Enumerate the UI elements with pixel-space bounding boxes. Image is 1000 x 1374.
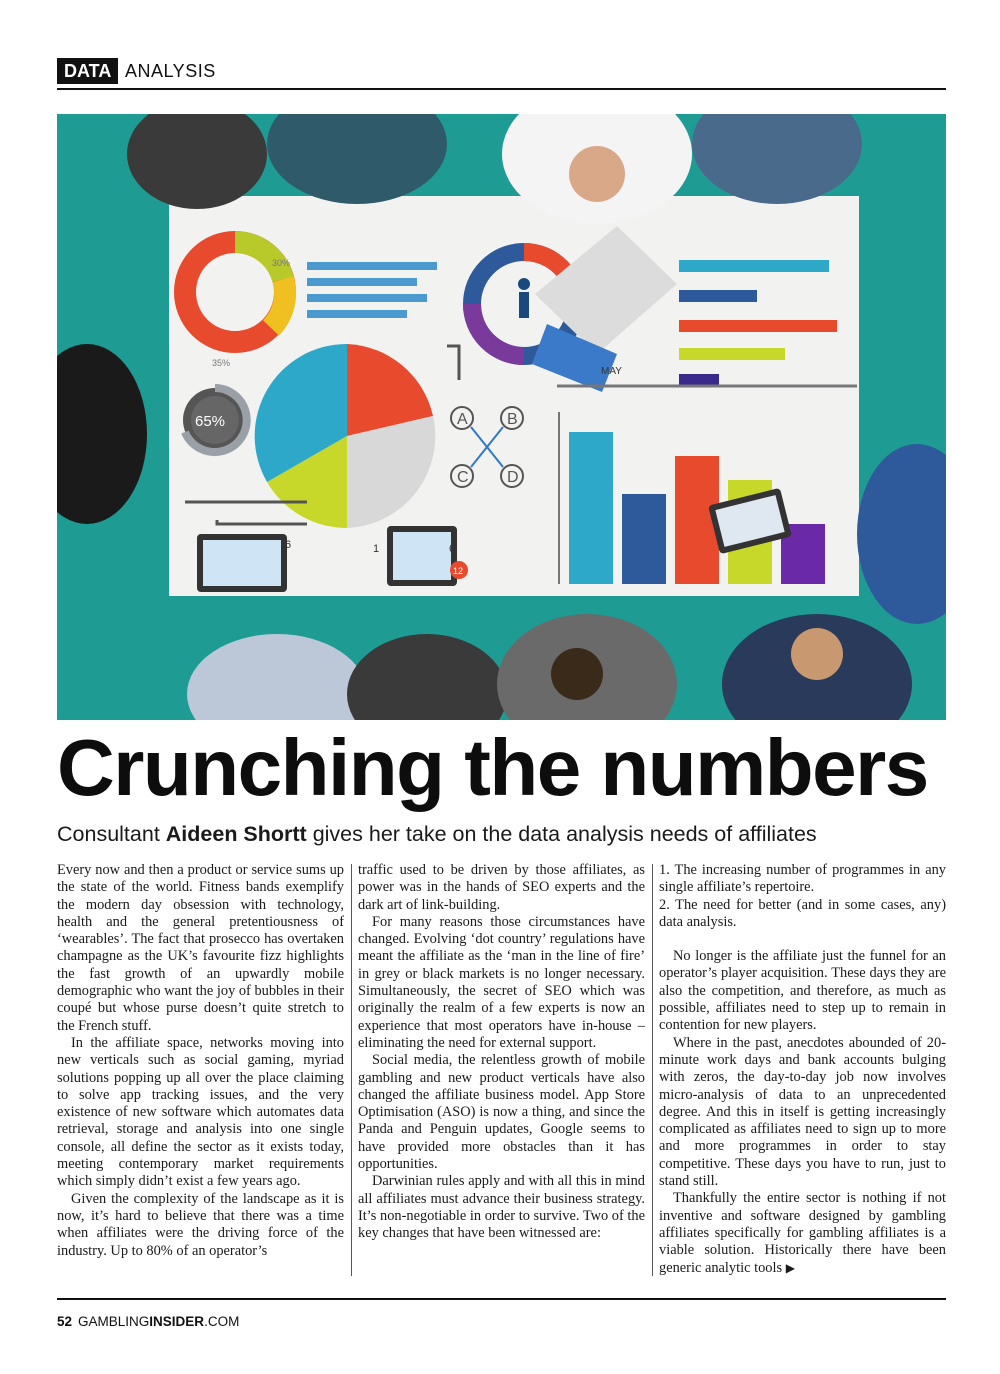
paragraph: Every now and then a product or service sums up the state of the world. Fitness bands exemplify the modern day obsession with technology, health and the general pretentiousness of ‘wearables’. The fact that prosecco has overtaken champagne as the UK’s favourite fizz highlights the fast growth of an upwardly mobile demographic who want the joy of bubbles in their coupé but whose purse doesn’t quite stretch to the French stuff. [57, 862, 344, 1034]
quadrant-letter-d: D [507, 469, 519, 486]
small-percent-top: 30% [272, 258, 291, 268]
gauge-percent: 65% [195, 413, 226, 430]
pie-chart [255, 344, 436, 528]
quadrant-letter-a: A [457, 411, 468, 428]
article-column-1 [57, 862, 344, 1280]
site-name-bold: INSIDER [149, 1314, 205, 1329]
paragraph: Darwinian rules apply and with all this in mind all affiliates must advance their business strategy. It’s non-negotiable in order to survive. Two of the key changes that have been witnessed are: [358, 1173, 645, 1242]
quadrant-letter-c: C [457, 469, 469, 486]
paragraph [659, 1190, 946, 1276]
paragraph: Given the complexity of the landscape as it is now, it’s hard to believe that there was a time when affiliates were the driving force of the industry. Up to 80% of an operator’s [57, 1190, 344, 1259]
column-divider [351, 864, 352, 1276]
article-column-3 [659, 862, 946, 1280]
standfirst [57, 818, 946, 850]
standfirst-pre: Consultant [57, 822, 166, 846]
hero-illustration [57, 114, 946, 720]
paragraph: For many reasons those circumstances have changed. Evolving ‘dot country’ regulations have meant the affiliate as the ‘man in the line of fire’ in grey or black markets is no longer necessary. Simultaneously, the secret of SEO which was originally the realm of a few experts is now an experience that most operators have in-house – eliminating the need for external support. [358, 913, 645, 1051]
site-name-part1: GAMBLING [78, 1314, 150, 1329]
article-column-2 [358, 862, 645, 1280]
paragraph: No longer is the affiliate just the funnel for an operator’s player acquisition. These days they are also the competition, and therefore, as much as possible, affiliates need to step up to remain in contention for new players. [659, 948, 946, 1034]
paragraph: Where in the past, anecdotes abounded of 20-minute work days and bank accounts bulging with zeros, the day-to-day job now involves micro-analysis of data to an unprecedented degree. And this in itself is getting increasingly complicated as affiliates need to sign up to more and more programmes in order to stay competitive. These days you have to run, just to stand still. [659, 1034, 946, 1190]
footer-rule [57, 1298, 946, 1300]
headline: Crunching the numbers [57, 723, 928, 812]
column-divider [652, 864, 653, 1276]
author-name: Aideen Shortt [165, 822, 307, 846]
list-item: 2. The need for better (and in some cases, any) data analysis. [659, 896, 946, 930]
paragraph: Social media, the relentless growth of mobile gambling and new product verticals have also changed the affiliate business model. App Store Optimisation (ASO) is now a thing, and since the Panda and Penguin updates, Google seems to have provided more obstacles than it has opportunities. [358, 1052, 645, 1173]
month-label: MAY [601, 366, 622, 377]
paragraph-text: Thankfully the entire sector is nothing if not inventive and software designed by gambling affiliates specifically for gambling affiliates is a viable solution. Historically there have been generic analytic tools [659, 1190, 946, 1276]
tablet-number-2: 1 [373, 543, 380, 555]
paragraph: traffic used to be driven by those affiliates, as power was in the hands of SEO experts and the dark art of link-building. [358, 862, 645, 913]
section-header [57, 58, 946, 90]
site-name-part2: .COM [204, 1314, 240, 1329]
tablet-number-3: 6 [449, 543, 456, 555]
paragraph: In the affiliate space, networks moving into new verticals such as social gaming, myriad solutions popping up all over the place claiming to solve app tracking issues, and the very existence of new software which automates data retrieval, storage and analysis into one single console, all define the sector as it exists today, meeting contemporary market requirements which simply didn’t exist a few years ago. [57, 1034, 344, 1190]
footer [57, 1312, 239, 1332]
badge-number: 12 [453, 566, 464, 576]
tablet-number-1: 6 [285, 539, 292, 551]
hero-image [57, 114, 946, 720]
list-item: 1. The increasing number of programmes in any single affiliate’s repertoire. [659, 862, 946, 896]
standfirst-post: gives her take on the data analysis needs of affiliates [306, 822, 817, 846]
small-percent-mid: 35% [212, 358, 231, 368]
section-tag: DATA [57, 58, 118, 84]
continue-arrow-icon: ▶ [785, 1260, 795, 1275]
page-number: 52 [57, 1314, 73, 1329]
section-label: ANALYSIS [125, 61, 216, 81]
quadrant-letter-b: B [507, 411, 518, 428]
